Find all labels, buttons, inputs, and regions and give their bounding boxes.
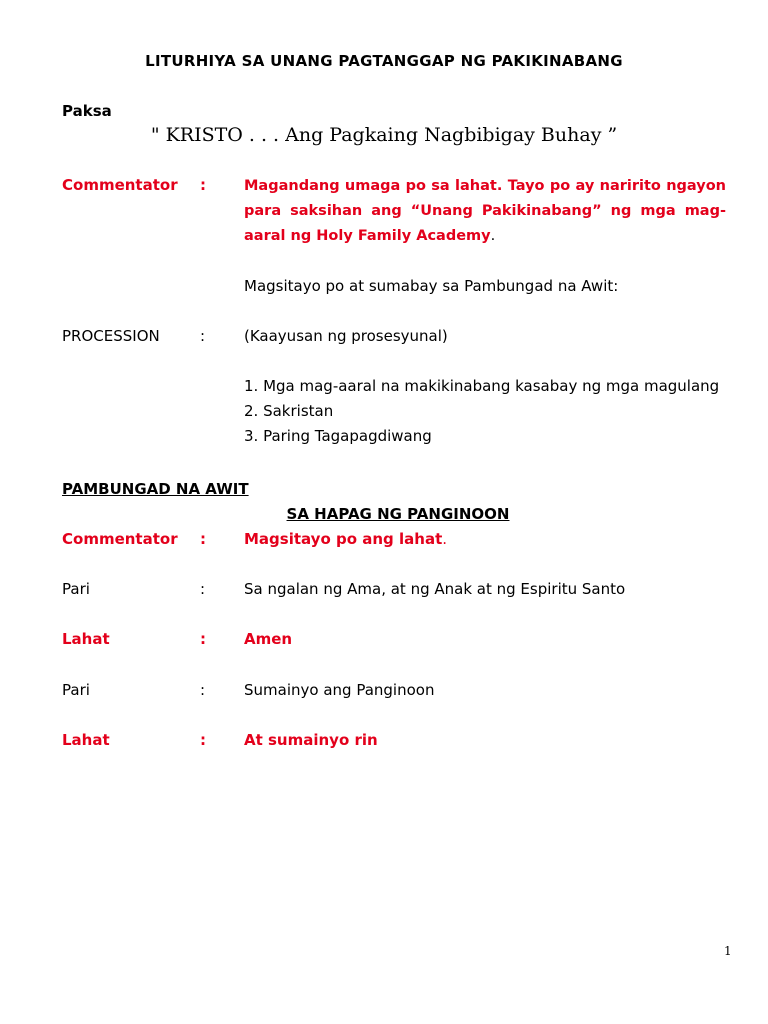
document-title: LITURHIYA SA UNANG PAGTANGGAP NG PAKIKINABANG [145, 52, 623, 70]
paksa-label: Paksa [62, 102, 112, 120]
speaker-label: Pari [62, 681, 90, 699]
colon: : [200, 630, 206, 648]
colon: : [200, 731, 206, 749]
colon: : [200, 327, 206, 345]
page-number: 1 [724, 944, 732, 958]
colon: : [200, 176, 206, 194]
dialogue-text: Sa ngalan ng Ama, at ng Anak at ng Espiritu Santo [244, 580, 626, 598]
commentator-intro-text [244, 174, 726, 249]
dialogue-text: At sumainyo rin [244, 731, 378, 749]
procession-item: 2. Sakristan [244, 402, 334, 420]
intro-greeting: Magandang umaga po sa lahat [244, 178, 497, 194]
dialogue-text: Magsitayo po ang lahat [244, 530, 443, 548]
procession-item: 3. Paring Tagapagdiwang [244, 427, 432, 445]
speaker-label: Pari [62, 580, 90, 598]
section-heading: PAMBUNGAD NA AWIT [62, 480, 249, 498]
song-title: SA HAPAG NG PANGINOON [286, 505, 510, 523]
procession-item: 1. Mga mag-aaral na makikinabang kasabay ng mga magulang [244, 377, 720, 395]
commentator-follow-text: Magsitayo po at sumabay sa Pambungad na Awit: [244, 277, 619, 295]
colon: : [200, 530, 206, 548]
speaker-label: PROCESSION [62, 327, 160, 345]
procession-text: (Kaayusan ng prosesyunal) [244, 327, 448, 345]
theme-text: " KRISTO . . . Ang Pagkaing Nagbibigay Buhay ” [150, 124, 618, 146]
speaker-label: Commentator [62, 176, 178, 194]
speaker-label: Lahat [62, 630, 110, 648]
dialogue-text: Sumainyo ang Panginoon [244, 681, 435, 699]
dialogue-text: Amen [244, 630, 293, 648]
colon: : [200, 681, 206, 699]
dialogue-tail: . [442, 530, 448, 548]
speaker-label: Lahat [62, 731, 110, 749]
intro-period: . [490, 228, 496, 244]
colon: : [200, 580, 206, 598]
intro-body: . Tayo po ay naririto ngayon para saksihan ang “Unang Pakikinabang” ng mga mag-aaral ng Holy Family Academy [244, 178, 726, 244]
speaker-label: Commentator [62, 530, 178, 548]
